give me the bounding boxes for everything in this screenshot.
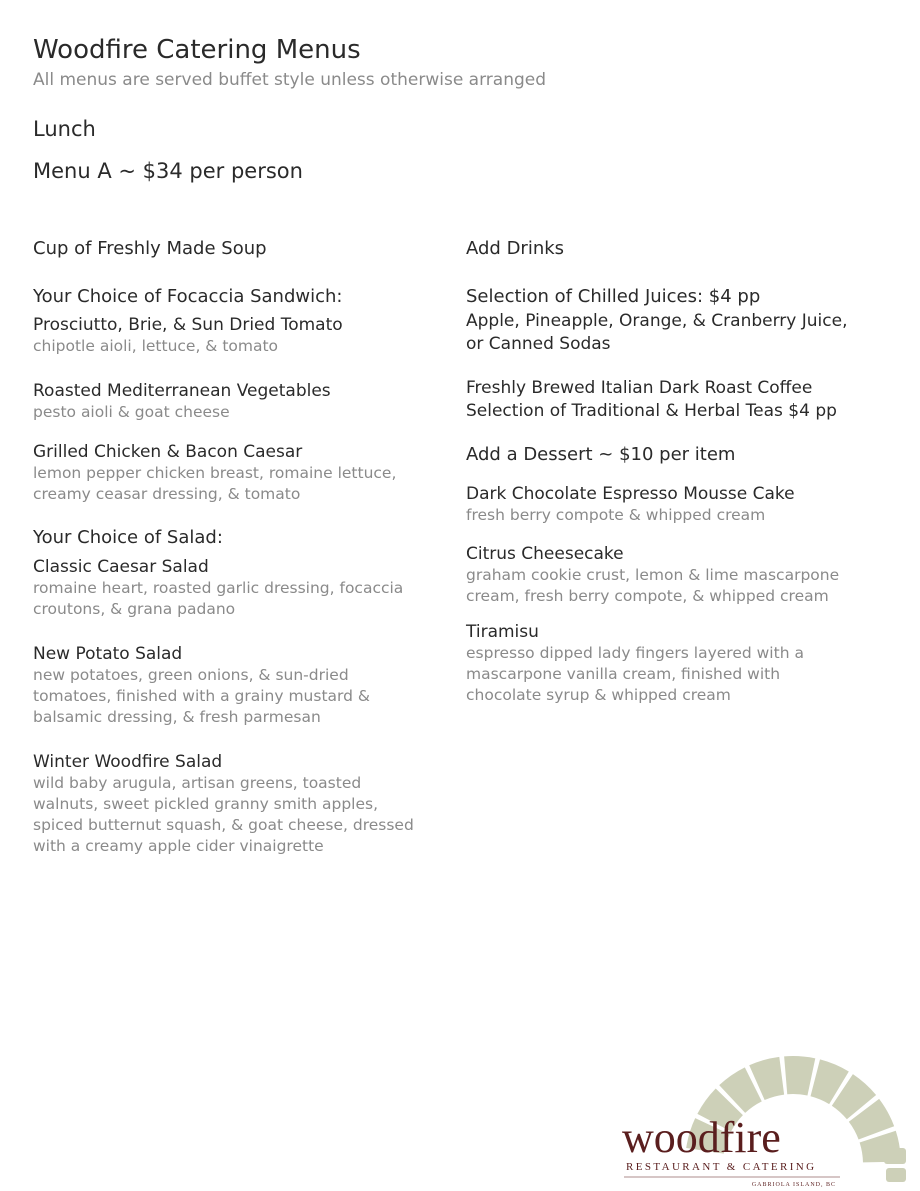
item-desc: cream, fresh berry compote, & whipped cream — [466, 587, 829, 605]
drinks-heading: Add Drinks — [466, 238, 565, 259]
arch-brick — [884, 1148, 906, 1164]
item-desc: new potatoes, green onions, & sun-dried — [33, 666, 349, 684]
item-desc: walnuts, sweet pickled granny smith apples, — [33, 795, 379, 813]
item-desc: lemon pepper chicken breast, romaine lettuce, — [33, 464, 397, 482]
item-desc: fresh berry compote & whipped cream — [466, 506, 766, 524]
item-name: Prosciutto, Brie, & Sun Dried Tomato — [33, 315, 343, 335]
item-desc: romaine heart, roasted garlic dressing, focaccia — [33, 579, 404, 597]
item-desc: with a creamy apple cider vinaigrette — [33, 837, 324, 855]
woodfire-logo — [618, 1052, 908, 1187]
item-desc: spiced butternut squash, & goat cheese, dressed — [33, 816, 414, 834]
dessert-heading: Add a Dessert ~ $10 per item — [466, 444, 736, 465]
item-desc: creamy ceasar dressing, & tomato — [33, 485, 301, 503]
item-desc: wild baby arugula, artisan greens, toasted — [33, 774, 362, 792]
item-desc: balsamic dressing, & fresh parmesan — [33, 708, 321, 726]
arch-brick — [784, 1056, 815, 1096]
dessert-item — [466, 543, 906, 607]
coffee-line: Freshly Brewed Italian Dark Roast Coffee — [466, 378, 813, 398]
logo-wordmark: woodfire — [622, 1113, 781, 1162]
sandwich-item — [33, 380, 453, 423]
juices-line: or Canned Sodas — [466, 333, 611, 354]
sandwich-item — [33, 314, 453, 357]
sandwich-heading: Your Choice of Focaccia Sandwich: — [33, 286, 343, 307]
soup-item: Cup of Freshly Made Soup — [33, 238, 267, 259]
item-desc: tomatoes, finished with a grainy mustard & — [33, 687, 370, 705]
item-desc: chocolate syrup & whipped cream — [466, 686, 731, 704]
juices-line: Apple, Pineapple, Orange, & Cranberry Juice, — [466, 311, 848, 331]
menu-name: Menu A ~ $34 per person — [33, 159, 303, 183]
salad-item — [33, 556, 453, 620]
left-column — [33, 236, 453, 857]
coffee-block — [466, 377, 906, 422]
item-desc: chipotle aioli, lettuce, & tomato — [33, 337, 279, 355]
page-subtitle: All menus are served buffet style unless otherwise arranged — [33, 70, 547, 90]
item-name: Citrus Cheesecake — [466, 544, 624, 564]
item-name: Dark Chocolate Espresso Mousse Cake — [466, 484, 795, 504]
page-title: Woodfire Catering Menus — [33, 35, 361, 65]
item-desc: croutons, & grana padano — [33, 600, 236, 618]
tea-line: Selection of Traditional & Herbal Teas $4 pp — [466, 400, 837, 421]
logo-tagline: RESTAURANT & CATERING — [626, 1161, 817, 1173]
item-desc: espresso dipped lady fingers layered with a — [466, 644, 804, 662]
item-desc: graham cookie crust, lemon & lime mascarpone — [466, 566, 840, 584]
juices-block — [466, 284, 906, 355]
sandwich-item — [33, 441, 453, 505]
item-name: Grilled Chicken & Bacon Caesar — [33, 442, 303, 462]
right-column — [466, 236, 906, 706]
item-desc: pesto aioli & goat cheese — [33, 403, 230, 421]
dessert-item — [466, 483, 906, 526]
salad-heading: Your Choice of Salad: — [33, 527, 223, 548]
salad-item — [33, 751, 453, 857]
juices-title: Selection of Chilled Juices: $4 pp — [466, 286, 761, 307]
item-name: Winter Woodfire Salad — [33, 752, 223, 772]
dessert-item — [466, 621, 906, 706]
oven-arch-icon — [618, 1052, 908, 1187]
item-name: Roasted Mediterranean Vegetables — [33, 381, 331, 401]
item-name: Classic Caesar Salad — [33, 557, 209, 577]
item-desc: mascarpone vanilla cream, finished with — [466, 665, 781, 683]
logo-location: GABRIOLA ISLAND, BC — [751, 1182, 836, 1187]
arch-brick — [886, 1168, 906, 1182]
meal-heading: Lunch — [33, 117, 96, 141]
item-name: New Potato Salad — [33, 644, 183, 664]
header — [33, 32, 546, 92]
salad-item — [33, 643, 453, 728]
item-name: Tiramisu — [466, 622, 539, 642]
